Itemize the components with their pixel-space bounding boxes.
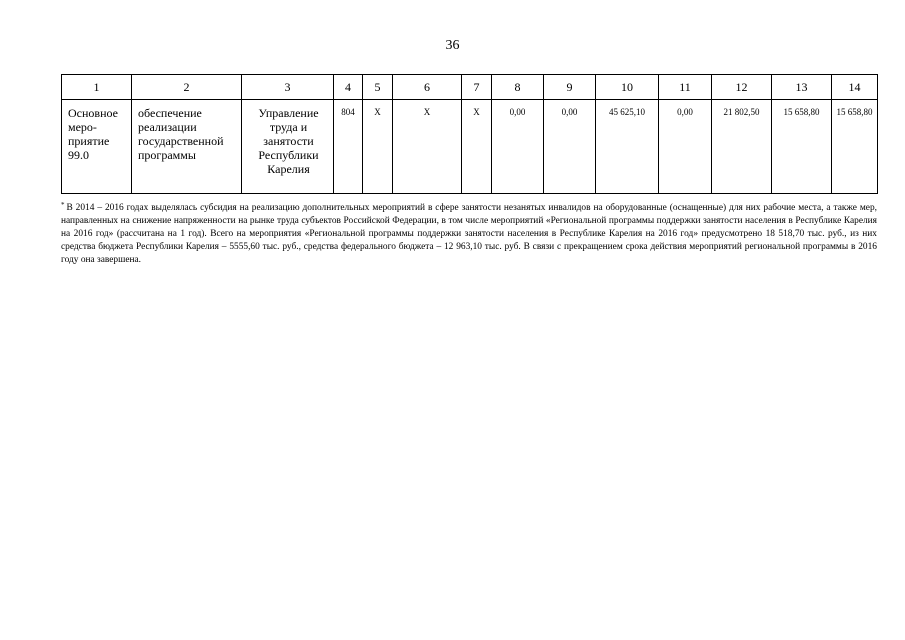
footnote-text: В 2014 – 2016 годах выделялась субсидия на реализацию дополнительных мероприятий в сфере занятости незанятых инвалидов на оборудованные (оснащенные) для них рабочие места, а также мер, направленных на снижение напряженности на рынке труда субъектов Российской Федерации, в том числе мероприятий «Региональной программы поддержки занятости населения в Республике Карелия на 2016 год» (рассчитана на 1 год). Всего на мероприятия «Региональной программы поддержки занятости населения в Республике Карелия на 2016 год» предусмотрено 18 518,70 тыс. руб., из них средства бюджета Республики Карелия – 5555,60 тыс. руб., средства федерального бюджета – 12 963,10 тыс. руб. В связи с прекращением срока действия мероприятий региональной программы в 2016 году она завершена.	[61, 203, 877, 265]
value-cell: Х	[363, 100, 393, 194]
value-cell: 45 625,10	[596, 100, 659, 194]
header-cell: 1	[62, 75, 132, 100]
value-cell: 15 658,80	[832, 100, 878, 194]
header-cell: 3	[242, 75, 334, 100]
table-row	[62, 100, 878, 194]
value-cell: 0,00	[492, 100, 544, 194]
value-cell: 0,00	[544, 100, 596, 194]
header-cell: 7	[462, 75, 492, 100]
value-cell: Х	[462, 100, 492, 194]
header-cell: 5	[363, 75, 393, 100]
header-cell: 6	[393, 75, 462, 100]
code-cell: 804	[334, 100, 363, 194]
activity-description-cell: обеспечение реализации государственной программы	[132, 100, 242, 194]
value-cell: 21 802,50	[712, 100, 772, 194]
responsible-executor-cell: Управление труда и занятости Республики Карелия	[242, 100, 334, 194]
header-cell: 10	[596, 75, 659, 100]
header-cell: 4	[334, 75, 363, 100]
header-cell: 11	[659, 75, 712, 100]
header-cell: 14	[832, 75, 878, 100]
footnote	[61, 199, 877, 267]
header-cell: 2	[132, 75, 242, 100]
activity-name-cell: Основное меро-приятие 99.0	[62, 100, 132, 194]
budget-table	[61, 74, 878, 194]
value-cell: 15 658,80	[772, 100, 832, 194]
header-cell: 12	[712, 75, 772, 100]
header-cell: 9	[544, 75, 596, 100]
value-cell: 0,00	[659, 100, 712, 194]
footnote-mark: *	[61, 201, 65, 209]
page-number: 36	[445, 38, 460, 53]
header-cell: 13	[772, 75, 832, 100]
value-cell: Х	[393, 100, 462, 194]
header-cell: 8	[492, 75, 544, 100]
table-header-row	[62, 75, 878, 100]
